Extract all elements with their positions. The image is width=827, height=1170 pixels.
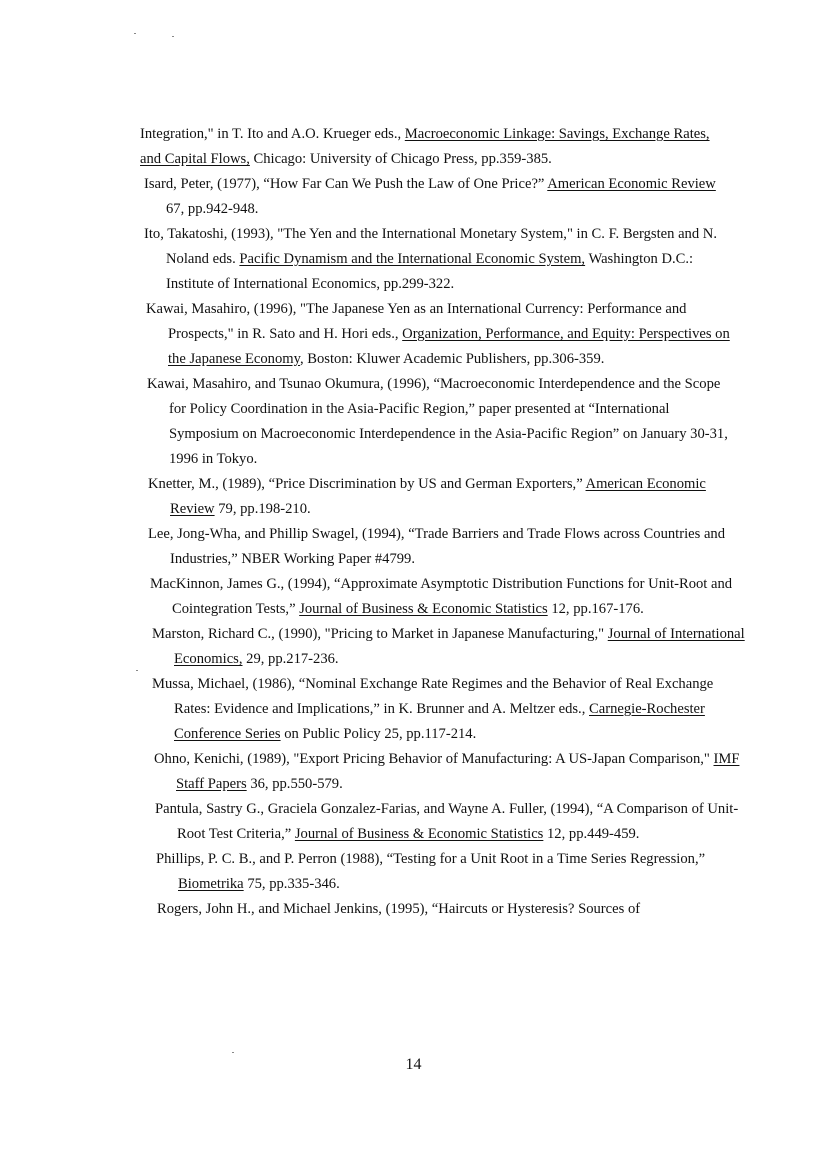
reference-entry xyxy=(146,297,739,372)
reference-text: 12, pp.449-459. xyxy=(543,826,640,842)
reference-venue: American Economic Review xyxy=(547,176,716,192)
reference-text: Pantula, Sastry G., Graciela Gonzalez-Farias, and Wayne A. Fuller, (1994), “A Comparison of Unit-Root Test Criteria,” xyxy=(155,801,739,842)
reference-entry xyxy=(154,747,748,797)
reference-entry xyxy=(148,522,742,572)
reference-text: 29, pp.217-236. xyxy=(242,651,339,667)
reference-venue: Organization, Performance, and Equity: Perspectives on the Japanese Economy xyxy=(168,326,730,367)
reference-text: Washington D.C.: Institute of International Economics, pp.299-322. xyxy=(166,251,694,292)
reference-text: 67, pp.942-948. xyxy=(166,201,259,217)
reference-venue: American Economic Review xyxy=(170,476,706,517)
reference-entry xyxy=(150,572,744,622)
reference-text: 75, pp.335-346. xyxy=(243,876,340,892)
reference-entry xyxy=(155,797,749,847)
reference-venue: Pacific Dynamism and the International Economic System, xyxy=(239,251,586,267)
reference-venue: Macroeconomic Linkage: Savings, Exchange Rates, and Capital Flows, xyxy=(140,126,710,167)
reference-venue: Carnegie-Rochester Conference Series xyxy=(174,701,705,742)
scan-speck xyxy=(134,33,136,34)
reference-entry xyxy=(152,622,746,672)
reference-entry xyxy=(148,472,742,522)
reference-text: MacKinnon, James G., (1994), “Approximate Asymptotic Distribution Functions for Unit-Root and Cointegration Tests,” xyxy=(150,576,733,617)
reference-text: Isard, Peter, (1977), “How Far Can We Push the Law of One Price?” xyxy=(144,176,548,192)
reference-entry xyxy=(140,122,715,172)
reference-text: Chicago: University of Chicago Press, pp.359-385. xyxy=(249,151,552,167)
reference-venue: Biometrika xyxy=(178,876,244,892)
reference-venue: IMF Staff Papers xyxy=(176,751,740,792)
reference-text: 36, pp.550-579. xyxy=(246,776,343,792)
reference-text: on Public Policy 25, pp.117-214. xyxy=(280,726,477,742)
reference-list xyxy=(0,122,827,922)
reference-text: Ito, Takatoshi, (1993), "The Yen and the International Monetary System," in C. F. Bergsten and N. Noland eds. xyxy=(144,226,717,267)
page-number: 14 xyxy=(405,1056,422,1073)
reference-text: Integration," in T. Ito and A.O. Krueger eds., xyxy=(140,126,405,142)
reference-text: Kawai, Masahiro, and Tsunao Okumura, (1996), “Macroeconomic Interdependence and the Scope for Policy Coordination in the Asia-Pacific Region,” paper presented at “International Symposium on Macroeconomic Interdependence in the Asia-Pacific Region” on January 30-31, 1996 in Tokyo. xyxy=(147,376,728,467)
scan-speck xyxy=(172,36,174,37)
reference-venue: Journal of Business & Economic Statistics xyxy=(299,601,548,617)
reference-text: Rogers, John H., and Michael Jenkins, (1995), “Haircuts or Hysteresis? Sources of xyxy=(157,901,641,917)
reference-text: Lee, Jong-Wha, and Phillip Swagel, (1994), “Trade Barriers and Trade Flows across Countries and Industries,” NBER Working Paper #4799. xyxy=(148,526,726,567)
reference-entry xyxy=(144,222,739,297)
reference-text: , Boston: Kluwer Academic Publishers, pp.306-359. xyxy=(299,351,605,367)
reference-venue: Journal of Business & Economic Statistics xyxy=(294,826,544,842)
reference-entry xyxy=(147,372,740,472)
reference-entry xyxy=(144,172,737,222)
reference-text: Ohno, Kenichi, (1989), "Export Pricing Behavior of Manufacturing: A US-Japan Comparison," xyxy=(154,751,714,767)
reference-venue: Journal of International Economics, xyxy=(174,626,745,667)
reference-text: 12, pp.167-176. xyxy=(547,601,644,617)
reference-text: Kawai, Masahiro, (1996), "The Japanese Yen as an International Currency: Performance and Prospects," in R. Sato and H. Hori eds., xyxy=(146,301,687,342)
reference-entry xyxy=(157,897,751,922)
reference-text: Mussa, Michael, (1986), “Nominal Exchange Rate Regimes and the Behavior of Real Exchange Rates: Evidence and Implications,” in K. Brunner and A. Meltzer eds., xyxy=(152,676,714,717)
reference-text: Knetter, M., (1989), “Price Discrimination by US and German Exporters,” xyxy=(148,476,586,492)
reference-text: 79, pp.198-210. xyxy=(214,501,311,517)
reference-text: Phillips, P. C. B., and P. Perron (1988), “Testing for a Unit Root in a Time Series Regression,” xyxy=(156,851,706,867)
reference-entry xyxy=(152,672,746,747)
reference-text: Marston, Richard C., (1990), "Pricing to Market in Japanese Manufacturing," xyxy=(152,626,608,642)
reference-entry xyxy=(156,847,750,897)
